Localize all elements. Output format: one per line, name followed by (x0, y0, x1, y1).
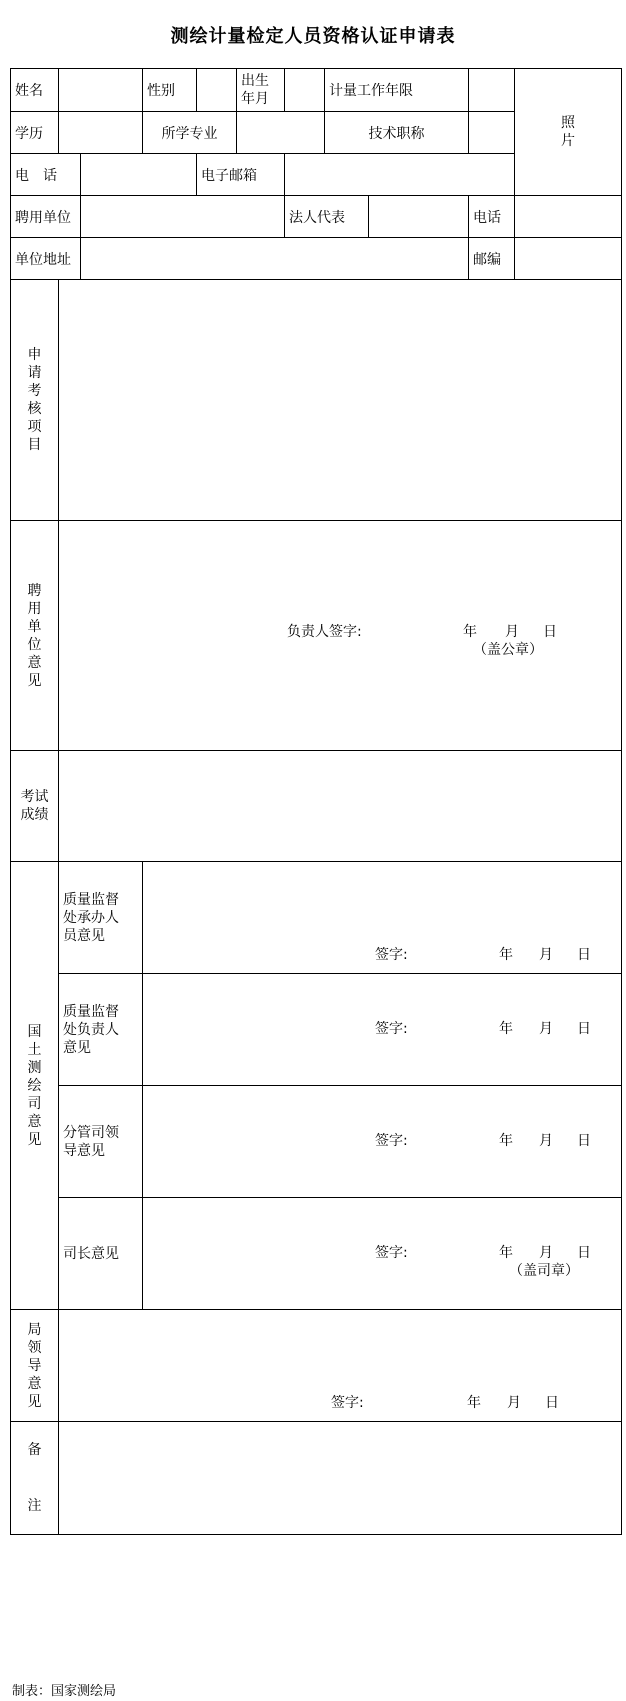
employer-opinion-label: 聘用单位意见 (27, 582, 42, 689)
footer-note: 制表：国家测绘局 (12, 1684, 117, 1699)
sub-opinion-day: 日 (577, 947, 591, 963)
employer-seal-note: （盖公章） (473, 642, 543, 658)
sub-opinion-label-cell (59, 1086, 143, 1198)
sub-opinion-field[interactable] (143, 862, 622, 974)
remarks-field[interactable] (59, 1422, 622, 1535)
sub-opinion-month: 月 (539, 1245, 553, 1261)
bureau-leader-label-cell (11, 1310, 59, 1422)
name-label: 姓名 (11, 69, 59, 112)
sub-opinion-label: 司长意见 (63, 1245, 119, 1262)
email-field[interactable] (285, 154, 515, 196)
postcode-field[interactable] (515, 238, 622, 280)
birth-label-line1: 出生 (241, 73, 269, 89)
employer-label: 聘用单位 (11, 196, 81, 238)
sub-opinion-day: 日 (577, 1021, 591, 1037)
birth-field[interactable] (285, 69, 325, 112)
education-label: 学历 (11, 112, 59, 154)
exam-score-label-cell (11, 751, 59, 862)
sub-opinion-field[interactable] (143, 1086, 622, 1198)
legal-rep-label: 法人代表 (285, 196, 369, 238)
photo-label: 照片 (561, 115, 575, 149)
exam-score-field[interactable] (59, 751, 622, 862)
tech-title-label: 技术职称 (325, 112, 469, 154)
sub-opinion-sign-label: 签字: (375, 1021, 408, 1037)
address-label: 单位地址 (11, 238, 81, 280)
sub-opinion-field[interactable] (143, 974, 622, 1086)
major-label: 所学专业 (143, 112, 237, 154)
remarks-label-char1: 备 (27, 1442, 42, 1458)
leader-sign-month: 月 (507, 1395, 521, 1411)
leader-sign-label: 签字: (331, 1395, 364, 1411)
sub-opinion-year: 年 (499, 947, 513, 963)
remarks-label (28, 1422, 42, 1534)
gender-field[interactable] (197, 69, 237, 112)
employer-sign-label: 负责人签字: (287, 624, 362, 640)
sub-opinion-year: 年 (499, 1021, 513, 1037)
email-label: 电子邮箱 (197, 154, 285, 196)
sub-opinion-sign-label: 签字: (375, 947, 408, 963)
bureau-leader-field[interactable] (59, 1310, 622, 1422)
exam-score-label: 考试成绩 (20, 789, 49, 823)
sub-opinion-seal-note: （盖司章） (509, 1263, 579, 1279)
sub-opinion-year: 年 (499, 1133, 513, 1149)
employer-sign-month: 月 (505, 624, 519, 640)
sub-opinion-sign-label: 签字: (375, 1245, 408, 1261)
leader-sign-day: 日 (545, 1395, 559, 1411)
sub-opinion-label: 分管司领导意见 (63, 1124, 119, 1159)
sub-opinion-label-cell (59, 1198, 143, 1310)
sub-opinion-day: 日 (577, 1133, 591, 1149)
major-field[interactable] (237, 112, 325, 154)
address-field[interactable] (81, 238, 469, 280)
sub-opinion-sign-label: 签字: (375, 1133, 408, 1149)
sub-opinion-month: 月 (539, 1021, 553, 1037)
phone2-label: 电话 (469, 196, 515, 238)
employer-sign-year: 年 (463, 624, 477, 640)
sub-opinion-label-cell (59, 974, 143, 1086)
sub-opinion-month: 月 (539, 1133, 553, 1149)
gender-label: 性别 (143, 69, 197, 112)
legal-rep-field[interactable] (369, 196, 469, 238)
birth-label-line2: 年月 (241, 91, 269, 107)
remarks-label-char2: 注 (27, 1498, 42, 1514)
photo-box[interactable] (515, 69, 622, 196)
birth-label (237, 69, 285, 112)
work-years-label (325, 69, 469, 112)
apply-items-label-cell (11, 280, 59, 521)
postcode-label: 邮编 (469, 238, 515, 280)
application-form-table (10, 68, 622, 1535)
sub-opinion-year: 年 (499, 1245, 513, 1261)
phone-field[interactable] (81, 154, 197, 196)
phone-label: 电 话 (11, 154, 81, 196)
bureau-dept-label: 国土测绘司意见 (27, 1023, 42, 1148)
work-years-field[interactable] (469, 69, 515, 112)
sub-opinion-month: 月 (539, 947, 553, 963)
sub-opinion-label: 质量监督处负责人意见 (63, 1003, 119, 1056)
apply-items-label: 申请考核项目 (27, 347, 42, 453)
employer-field[interactable] (81, 196, 285, 238)
employer-opinion-label-cell (11, 521, 59, 751)
work-years-text: 计量工作年限 (329, 83, 413, 99)
leader-sign-year: 年 (467, 1395, 481, 1411)
sub-opinion-field[interactable] (143, 1198, 622, 1310)
sub-opinion-day: 日 (577, 1245, 591, 1261)
education-field[interactable] (59, 112, 143, 154)
tech-title-field[interactable] (469, 112, 515, 154)
phone2-field[interactable] (515, 196, 622, 238)
bureau-dept-label-cell (11, 862, 59, 1310)
sub-opinion-label: 质量监督处承办人员意见 (63, 891, 119, 944)
page-title: 测绘计量检定人员资格认证申请表 (170, 26, 456, 47)
employer-sign-day: 日 (543, 624, 557, 640)
name-field[interactable] (59, 69, 143, 112)
employer-opinion-field[interactable] (59, 521, 622, 751)
remarks-label-cell (11, 1422, 59, 1535)
apply-items-field[interactable] (59, 280, 622, 521)
bureau-leader-label: 局领导意见 (27, 1321, 42, 1410)
sub-opinion-label-cell (59, 862, 143, 974)
